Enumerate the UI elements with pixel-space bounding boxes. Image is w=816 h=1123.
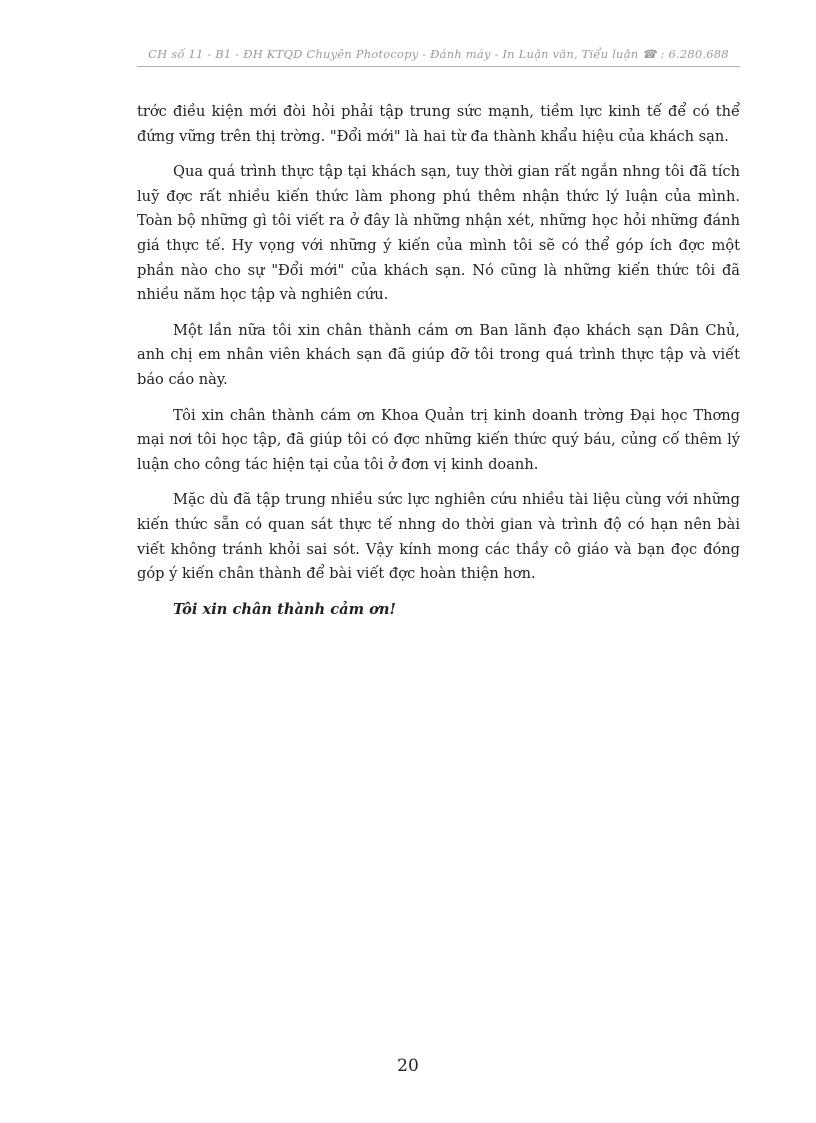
- closing-thanks: Tôi xin chân thành cảm ơn!: [173, 600, 396, 618]
- paragraph-thanks-hotel: Một lần nữa tôi xin chân thành cám ơn Ban lãnh đạo khách sạn Dân Chủ, anh chị em nhân viên khách sạn đã giúp đỡ tôi trong quá trình thực tập và viết báo cáo này.: [137, 321, 740, 388]
- paragraph-internship-experience: Qua quá trình thực tập tại khách sạn, tuy thời gian rất ngắn nhng tôi đã tích luỹ đợc rất nhiều kiến thức làm phong phú thêm nhận thức lý luận của mình. Toàn bộ những gì tôi viết ra ở đây là những nhận xét, những học hỏi những đánh giá thực tế. Hy vọng với những ý kiến của mình tôi sẽ có thể góp ích đợc một phần nào cho sự "Đổi mới" của khách sạn. Nó cũng là những kiến thức tôi đã nhiều năm học tập và nghiên cứu.: [137, 163, 740, 304]
- paragraph-thanks-faculty: Tôi xin chân thành cám ơn Khoa Quản trị kinh doanh trờng Đại học Thơng mại nơi tôi học tập, đã giúp tôi có đợc những kiến thức quý báu, củng cố thêm lý luận cho công tác hiện tại của tôi ở đơn vị kinh doanh.: [137, 406, 740, 473]
- document-body: [137, 100, 740, 633]
- running-header: CH số 11 - B1 - ĐH KTQD Chuyên Photocopy - Đánh máy - In Luận văn, Tiểu luận ☎ : 6.280.688: [148, 47, 729, 61]
- paragraph-limitations: Mặc dù đã tập trung nhiều sức lực nghiên cứu nhiều tài liệu cùng với những kiến thức sẵn có quan sát thực tế nhng do thời gian và trình độ có hạn nên bài viết không tránh khỏi sai sót. Vậy kính mong các thầy cô giáo và bạn đọc đóng góp ý kiến chân thành để bài viết đợc hoàn thiện hơn.: [137, 491, 740, 583]
- paragraph-continuation: trớc điều kiện mới đòi hỏi phải tập trung sức mạnh, tiềm lực kinh tế để có thể đứng vững trên thị trờng. "Đổi mới" là hai từ đa thành khẩu hiệu của khách sạn.: [137, 103, 740, 145]
- page-number: 20: [397, 1056, 419, 1076]
- header-divider: [137, 66, 740, 67]
